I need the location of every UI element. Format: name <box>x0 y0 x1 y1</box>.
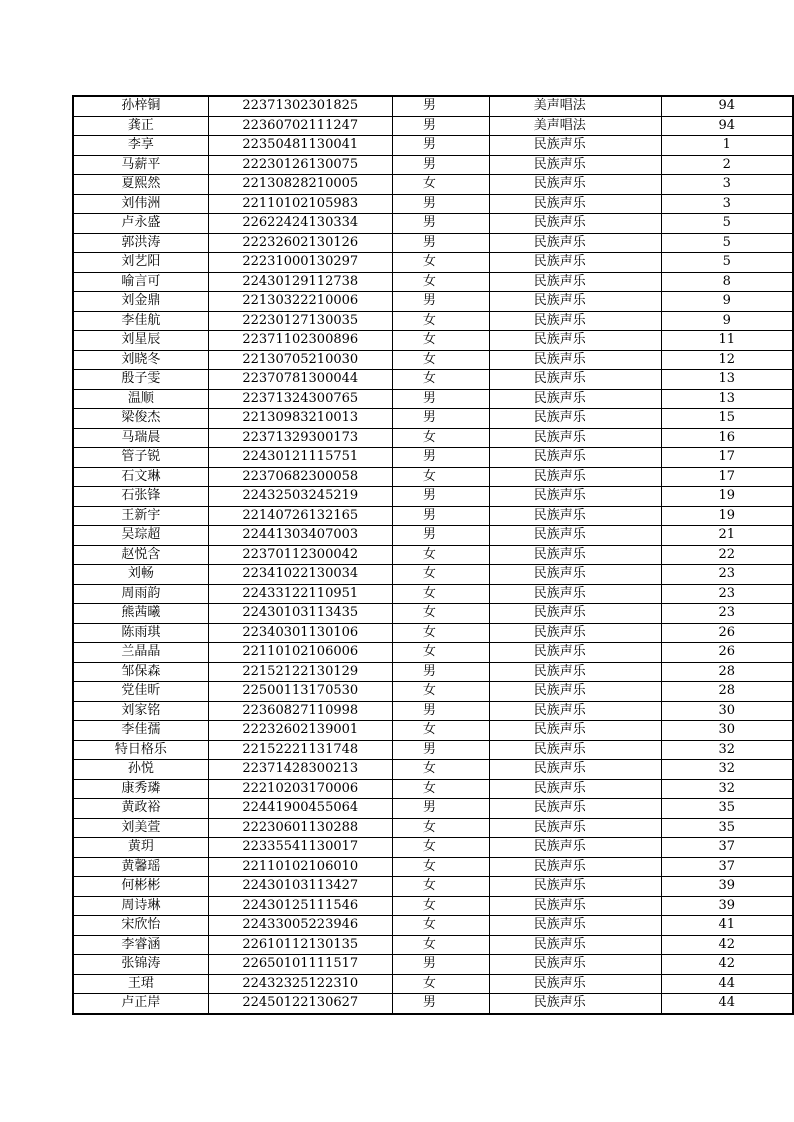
cell-rank: 19 <box>661 506 793 526</box>
cell-candidate-id: 22371329300173 <box>208 428 392 448</box>
cell-candidate-id: 22432503245219 <box>208 487 392 507</box>
cell-candidate-id: 22441900455064 <box>208 799 392 819</box>
cell-candidate-id: 22341022130034 <box>208 565 392 585</box>
cell-name: 刘美萱 <box>73 818 208 838</box>
cell-major: 民族声乐 <box>489 779 661 799</box>
cell-name: 张锦涛 <box>73 955 208 975</box>
cell-name: 李睿涵 <box>73 935 208 955</box>
table-row <box>73 604 793 624</box>
cell-rank: 37 <box>661 857 793 877</box>
cell-rank: 1 <box>661 136 793 156</box>
cell-candidate-id: 22430103113435 <box>208 604 392 624</box>
cell-name: 卢永盛 <box>73 214 208 234</box>
cell-name: 黄馨瑶 <box>73 857 208 877</box>
cell-major: 民族声乐 <box>489 350 661 370</box>
cell-gender: 女 <box>392 974 489 994</box>
cell-major: 民族声乐 <box>489 448 661 468</box>
cell-major: 民族声乐 <box>489 662 661 682</box>
cell-gender: 女 <box>392 838 489 858</box>
table-row <box>73 955 793 975</box>
cell-candidate-id: 22370112300042 <box>208 545 392 565</box>
cell-name: 吴琮超 <box>73 526 208 546</box>
cell-name: 李享 <box>73 136 208 156</box>
cell-rank: 37 <box>661 838 793 858</box>
cell-rank: 13 <box>661 370 793 390</box>
cell-gender: 女 <box>392 721 489 741</box>
cell-major: 美声唱法 <box>489 96 661 116</box>
table-row <box>73 545 793 565</box>
table-row <box>73 662 793 682</box>
table-row <box>73 916 793 936</box>
cell-name: 石文琳 <box>73 467 208 487</box>
cell-candidate-id: 22230127130035 <box>208 311 392 331</box>
table-row <box>73 350 793 370</box>
cell-major: 民族声乐 <box>489 526 661 546</box>
cell-gender: 女 <box>392 916 489 936</box>
table-row <box>73 389 793 409</box>
table-row <box>73 701 793 721</box>
cell-candidate-id: 22430103113427 <box>208 877 392 897</box>
cell-major: 民族声乐 <box>489 740 661 760</box>
cell-rank: 32 <box>661 760 793 780</box>
table-row <box>73 253 793 273</box>
cell-rank: 41 <box>661 916 793 936</box>
cell-gender: 男 <box>392 96 489 116</box>
cell-gender: 男 <box>392 194 489 214</box>
cell-rank: 94 <box>661 116 793 136</box>
table-row <box>73 214 793 234</box>
cell-rank: 32 <box>661 779 793 799</box>
table-row <box>73 857 793 877</box>
table-row <box>73 331 793 351</box>
cell-rank: 16 <box>661 428 793 448</box>
cell-candidate-id: 22232602130126 <box>208 233 392 253</box>
cell-name: 喻言可 <box>73 272 208 292</box>
table-row <box>73 96 793 116</box>
cell-gender: 女 <box>392 467 489 487</box>
table-row <box>73 818 793 838</box>
cell-name: 周诗琳 <box>73 896 208 916</box>
cell-rank: 30 <box>661 701 793 721</box>
cell-major: 民族声乐 <box>489 389 661 409</box>
cell-name: 党佳昕 <box>73 682 208 702</box>
cell-major: 民族声乐 <box>489 584 661 604</box>
cell-candidate-id: 22433122110951 <box>208 584 392 604</box>
cell-gender: 男 <box>392 526 489 546</box>
cell-name: 夏熙然 <box>73 175 208 195</box>
table-row <box>73 760 793 780</box>
cell-name: 卢正岸 <box>73 994 208 1014</box>
cell-name: 王新宇 <box>73 506 208 526</box>
cell-major: 民族声乐 <box>489 721 661 741</box>
cell-major: 民族声乐 <box>489 487 661 507</box>
cell-candidate-id: 22335541130017 <box>208 838 392 858</box>
table-row <box>73 682 793 702</box>
cell-rank: 11 <box>661 331 793 351</box>
cell-major: 民族声乐 <box>489 214 661 234</box>
cell-name: 陈雨琪 <box>73 623 208 643</box>
cell-candidate-id: 22371102300896 <box>208 331 392 351</box>
cell-gender: 男 <box>392 155 489 175</box>
cell-name: 刘星辰 <box>73 331 208 351</box>
table-row <box>73 584 793 604</box>
cell-rank: 23 <box>661 584 793 604</box>
cell-candidate-id: 22433005223946 <box>208 916 392 936</box>
cell-candidate-id: 22371324300765 <box>208 389 392 409</box>
cell-major: 民族声乐 <box>489 643 661 663</box>
cell-candidate-id: 22622424130334 <box>208 214 392 234</box>
cell-rank: 19 <box>661 487 793 507</box>
cell-major: 民族声乐 <box>489 155 661 175</box>
cell-name: 熊茜曦 <box>73 604 208 624</box>
cell-gender: 女 <box>392 428 489 448</box>
cell-name: 邹保森 <box>73 662 208 682</box>
cell-rank: 13 <box>661 389 793 409</box>
cell-name: 何彬彬 <box>73 877 208 897</box>
table-row <box>73 974 793 994</box>
table-row <box>73 994 793 1014</box>
cell-rank: 21 <box>661 526 793 546</box>
cell-rank: 42 <box>661 955 793 975</box>
cell-name: 温顺 <box>73 389 208 409</box>
table-row <box>73 467 793 487</box>
table-row <box>73 623 793 643</box>
cell-gender: 女 <box>392 565 489 585</box>
cell-major: 民族声乐 <box>489 877 661 897</box>
cell-rank: 5 <box>661 233 793 253</box>
cell-gender: 男 <box>392 662 489 682</box>
cell-rank: 9 <box>661 292 793 312</box>
cell-gender: 男 <box>392 506 489 526</box>
table-row <box>73 233 793 253</box>
cell-gender: 男 <box>392 389 489 409</box>
cell-gender: 女 <box>392 584 489 604</box>
cell-gender: 女 <box>392 760 489 780</box>
cell-gender: 女 <box>392 331 489 351</box>
cell-major: 民族声乐 <box>489 857 661 877</box>
cell-name: 梁俊杰 <box>73 409 208 429</box>
cell-gender: 女 <box>392 877 489 897</box>
cell-major: 民族声乐 <box>489 682 661 702</box>
cell-major: 民族声乐 <box>489 233 661 253</box>
cell-major: 民族声乐 <box>489 974 661 994</box>
table-row <box>73 565 793 585</box>
cell-candidate-id: 22230126130075 <box>208 155 392 175</box>
cell-gender: 女 <box>392 370 489 390</box>
cell-candidate-id: 22152122130129 <box>208 662 392 682</box>
cell-gender: 女 <box>392 818 489 838</box>
cell-candidate-id: 22340301130106 <box>208 623 392 643</box>
cell-candidate-id: 22360702111247 <box>208 116 392 136</box>
cell-candidate-id: 22430125111546 <box>208 896 392 916</box>
cell-rank: 44 <box>661 974 793 994</box>
cell-name: 黄政裕 <box>73 799 208 819</box>
cell-name: 殷子雯 <box>73 370 208 390</box>
cell-gender: 男 <box>392 136 489 156</box>
cell-rank: 17 <box>661 448 793 468</box>
cell-name: 刘伟洲 <box>73 194 208 214</box>
cell-gender: 女 <box>392 779 489 799</box>
table-row <box>73 740 793 760</box>
table-row <box>73 643 793 663</box>
cell-name: 王珺 <box>73 974 208 994</box>
cell-major: 民族声乐 <box>489 467 661 487</box>
cell-gender: 女 <box>392 272 489 292</box>
cell-name: 郭洪涛 <box>73 233 208 253</box>
table-row <box>73 935 793 955</box>
cell-major: 民族声乐 <box>489 760 661 780</box>
cell-major: 民族声乐 <box>489 604 661 624</box>
cell-gender: 男 <box>392 740 489 760</box>
table-row <box>73 409 793 429</box>
cell-name: 李佳航 <box>73 311 208 331</box>
cell-name: 管子锐 <box>73 448 208 468</box>
cell-name: 刘艺阳 <box>73 253 208 273</box>
cell-rank: 15 <box>661 409 793 429</box>
cell-rank: 23 <box>661 565 793 585</box>
cell-rank: 5 <box>661 214 793 234</box>
table-row <box>73 448 793 468</box>
cell-gender: 男 <box>392 214 489 234</box>
cell-name: 石张锋 <box>73 487 208 507</box>
cell-candidate-id: 22610112130135 <box>208 935 392 955</box>
cell-name: 马瑞晨 <box>73 428 208 448</box>
cell-candidate-id: 22110102105983 <box>208 194 392 214</box>
cell-gender: 男 <box>392 233 489 253</box>
cell-gender: 女 <box>392 604 489 624</box>
table-row <box>73 721 793 741</box>
cell-rank: 42 <box>661 935 793 955</box>
cell-name: 兰晶晶 <box>73 643 208 663</box>
cell-major: 民族声乐 <box>489 409 661 429</box>
cell-gender: 男 <box>392 292 489 312</box>
cell-candidate-id: 22130705210030 <box>208 350 392 370</box>
cell-gender: 女 <box>392 311 489 331</box>
cell-gender: 男 <box>392 116 489 136</box>
cell-candidate-id: 22350481130041 <box>208 136 392 156</box>
cell-major: 民族声乐 <box>489 311 661 331</box>
cell-candidate-id: 22130828210005 <box>208 175 392 195</box>
cell-major: 民族声乐 <box>489 428 661 448</box>
cell-candidate-id: 22432325122310 <box>208 974 392 994</box>
cell-candidate-id: 22110102106006 <box>208 643 392 663</box>
cell-candidate-id: 22231000130297 <box>208 253 392 273</box>
cell-rank: 9 <box>661 311 793 331</box>
cell-major: 民族声乐 <box>489 194 661 214</box>
cell-rank: 3 <box>661 175 793 195</box>
cell-candidate-id: 22371302301825 <box>208 96 392 116</box>
cell-candidate-id: 22441303407003 <box>208 526 392 546</box>
cell-name: 黄玥 <box>73 838 208 858</box>
table-row <box>73 194 793 214</box>
cell-candidate-id: 22430129112738 <box>208 272 392 292</box>
cell-rank: 26 <box>661 623 793 643</box>
table-row <box>73 506 793 526</box>
cell-rank: 2 <box>661 155 793 175</box>
cell-rank: 94 <box>661 96 793 116</box>
cell-major: 民族声乐 <box>489 799 661 819</box>
cell-candidate-id: 22370682300058 <box>208 467 392 487</box>
table-row <box>73 311 793 331</box>
table-row <box>73 292 793 312</box>
table-row <box>73 896 793 916</box>
cell-gender: 女 <box>392 623 489 643</box>
cell-name: 康秀璘 <box>73 779 208 799</box>
table-row <box>73 877 793 897</box>
cell-gender: 女 <box>392 935 489 955</box>
cell-rank: 39 <box>661 896 793 916</box>
cell-candidate-id: 22230601130288 <box>208 818 392 838</box>
cell-name: 刘晓冬 <box>73 350 208 370</box>
cell-name: 刘家铭 <box>73 701 208 721</box>
cell-rank: 12 <box>661 350 793 370</box>
table-row <box>73 136 793 156</box>
cell-candidate-id: 22430121115751 <box>208 448 392 468</box>
cell-rank: 3 <box>661 194 793 214</box>
cell-candidate-id: 22130322210006 <box>208 292 392 312</box>
cell-name: 刘金鼎 <box>73 292 208 312</box>
cell-candidate-id: 22130983210013 <box>208 409 392 429</box>
table-row <box>73 272 793 292</box>
cell-gender: 男 <box>392 409 489 429</box>
cell-major: 民族声乐 <box>489 136 661 156</box>
cell-major: 民族声乐 <box>489 896 661 916</box>
cell-candidate-id: 22371428300213 <box>208 760 392 780</box>
cell-major: 民族声乐 <box>489 565 661 585</box>
cell-rank: 35 <box>661 799 793 819</box>
cell-major: 民族声乐 <box>489 701 661 721</box>
table-row <box>73 838 793 858</box>
cell-candidate-id: 22360827110998 <box>208 701 392 721</box>
cell-major: 民族声乐 <box>489 935 661 955</box>
cell-candidate-id: 22140726132165 <box>208 506 392 526</box>
cell-major: 民族声乐 <box>489 916 661 936</box>
cell-gender: 女 <box>392 643 489 663</box>
cell-name: 龚正 <box>73 116 208 136</box>
table-row <box>73 779 793 799</box>
cell-gender: 男 <box>392 448 489 468</box>
cell-gender: 女 <box>392 682 489 702</box>
cell-major: 民族声乐 <box>489 370 661 390</box>
table-row <box>73 116 793 136</box>
cell-major: 民族声乐 <box>489 175 661 195</box>
cell-gender: 男 <box>392 701 489 721</box>
cell-gender: 女 <box>392 175 489 195</box>
cell-rank: 30 <box>661 721 793 741</box>
cell-rank: 5 <box>661 253 793 273</box>
cell-rank: 17 <box>661 467 793 487</box>
cell-gender: 男 <box>392 799 489 819</box>
cell-major: 民族声乐 <box>489 545 661 565</box>
cell-name: 刘畅 <box>73 565 208 585</box>
cell-name: 宋欣怡 <box>73 916 208 936</box>
cell-rank: 8 <box>661 272 793 292</box>
cell-major: 民族声乐 <box>489 838 661 858</box>
cell-rank: 44 <box>661 994 793 1014</box>
cell-gender: 男 <box>392 994 489 1014</box>
cell-rank: 39 <box>661 877 793 897</box>
cell-major: 美声唱法 <box>489 116 661 136</box>
table-row <box>73 487 793 507</box>
cell-major: 民族声乐 <box>489 506 661 526</box>
cell-candidate-id: 22650101111517 <box>208 955 392 975</box>
cell-candidate-id: 22232602139001 <box>208 721 392 741</box>
results-table <box>72 95 794 1015</box>
table-row <box>73 799 793 819</box>
cell-gender: 女 <box>392 253 489 273</box>
cell-rank: 32 <box>661 740 793 760</box>
cell-name: 赵悦含 <box>73 545 208 565</box>
cell-rank: 28 <box>661 682 793 702</box>
cell-major: 民族声乐 <box>489 818 661 838</box>
cell-candidate-id: 22152221131748 <box>208 740 392 760</box>
cell-name: 李佳孺 <box>73 721 208 741</box>
cell-major: 民族声乐 <box>489 331 661 351</box>
table-row <box>73 428 793 448</box>
cell-major: 民族声乐 <box>489 292 661 312</box>
cell-rank: 26 <box>661 643 793 663</box>
cell-candidate-id: 22370781300044 <box>208 370 392 390</box>
table-row <box>73 370 793 390</box>
table-row <box>73 175 793 195</box>
cell-gender: 女 <box>392 545 489 565</box>
table-body <box>73 96 793 1014</box>
cell-rank: 35 <box>661 818 793 838</box>
cell-rank: 28 <box>661 662 793 682</box>
cell-candidate-id: 22500113170530 <box>208 682 392 702</box>
cell-name: 孙悦 <box>73 760 208 780</box>
cell-major: 民族声乐 <box>489 272 661 292</box>
cell-gender: 女 <box>392 896 489 916</box>
cell-major: 民族声乐 <box>489 253 661 273</box>
cell-name: 孙梓铜 <box>73 96 208 116</box>
cell-candidate-id: 22110102106010 <box>208 857 392 877</box>
table-row <box>73 526 793 546</box>
table-row <box>73 155 793 175</box>
cell-name: 马薪平 <box>73 155 208 175</box>
cell-candidate-id: 22450122130627 <box>208 994 392 1014</box>
cell-gender: 男 <box>392 955 489 975</box>
cell-major: 民族声乐 <box>489 623 661 643</box>
cell-major: 民族声乐 <box>489 994 661 1014</box>
cell-gender: 女 <box>392 857 489 877</box>
cell-candidate-id: 22210203170006 <box>208 779 392 799</box>
cell-major: 民族声乐 <box>489 955 661 975</box>
cell-name: 特日格乐 <box>73 740 208 760</box>
cell-rank: 22 <box>661 545 793 565</box>
cell-rank: 23 <box>661 604 793 624</box>
cell-gender: 女 <box>392 350 489 370</box>
cell-name: 周雨韵 <box>73 584 208 604</box>
cell-gender: 男 <box>392 487 489 507</box>
